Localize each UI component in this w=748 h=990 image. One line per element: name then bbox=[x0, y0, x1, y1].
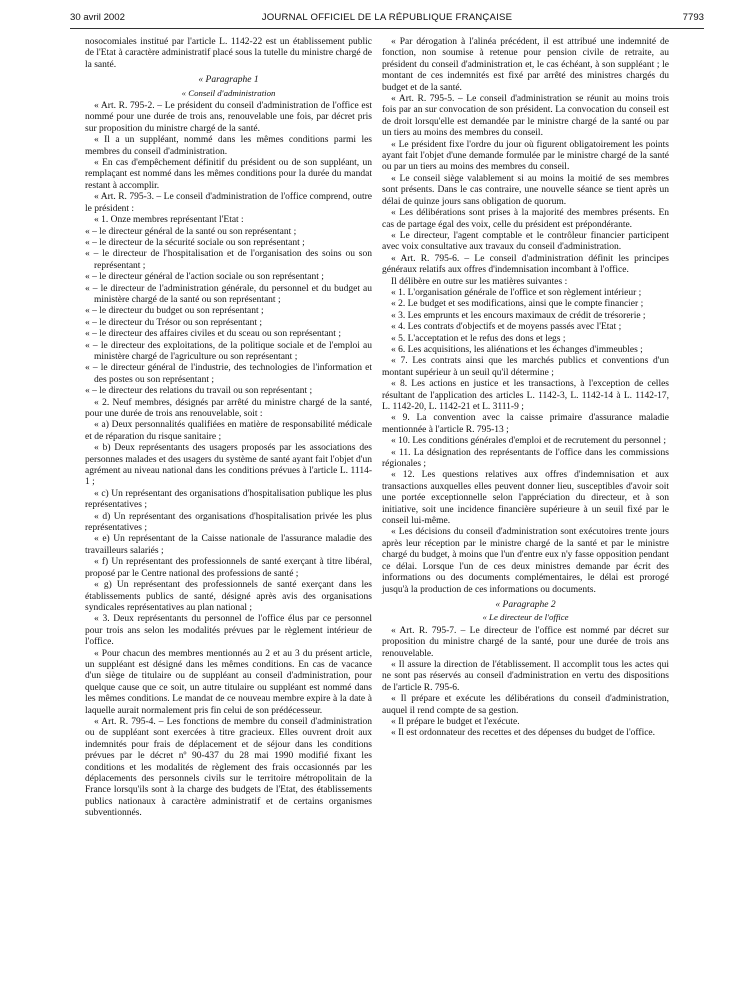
paragraph: « 6. Les acquisitions, les aliénations et les échanges d'immeubles ; bbox=[391, 344, 643, 355]
list-item: « – le directeur des exploitations, de la politique sociale et de l'emploi au ministère chargé de l'agriculture ou son représentant ; bbox=[85, 340, 372, 362]
paragraph: « 3. Deux représentants du personnel de l'office élus par ce personnel pour trois ans selon les modalités prévues par le règlement intérieur de l'office. bbox=[85, 614, 372, 648]
paragraph: « Art. R. 795-7. – Le directeur de l'office est nommé par décret sur proposition du ministre chargé de la santé, pour une durée de trois ans renouvelable. bbox=[382, 625, 669, 659]
paragraph: « 12. Les questions relatives aux offres d'indemnisation et aux transactions auxquelles elles peuvent donner lieu, susceptibles d'avoir soit une portée exceptionnelle selon l'appréciation du directeur, et à son initiative, soit une incidence financière supérieure à un seuil fixé par le conseil lui-même. bbox=[382, 470, 669, 527]
paragraph: « 5. L'acceptation et le refus des dons et legs ; bbox=[391, 333, 566, 344]
paragraph: « 11. La désignation des représentants de l'office dans les commissions régionales ; bbox=[382, 447, 669, 470]
paragraph: « 2. Neuf membres, désignés par arrêté du ministre chargé de la santé, pour une durée de trois ans renouvelable, soit : bbox=[85, 397, 372, 419]
paragraph: « 1. Onze membres représentant l'Etat : bbox=[94, 215, 244, 226]
paragraph: « f) Un représentant des professionnels de santé exerçant à titre libéral, proposé par le Centre national des professions de santé ; bbox=[85, 557, 372, 579]
paragraph: « b) Deux représentants des usagers proposés par les associations des personnes malades et des usagers du système de santé ayant fait l'objet d'un agrément au niveau national dans les conditions prévues à l'article L. 1114-1 ; bbox=[85, 443, 372, 488]
header-rule bbox=[70, 28, 704, 29]
paragraph: « Il a un suppléant, nommé dans les mêmes conditions parmi les membres du conseil d'administration. bbox=[85, 135, 372, 157]
paragraph: « Art. R. 795-5. – Le conseil d'administration se réunit au moins trois fois par an sur convocation de son président. La convocation du conseil est de droit lorsqu'elle est demandée par le ministre chargé de la santé ou par un tiers au moins des membres du conseil. bbox=[382, 94, 669, 139]
paragraph: « Il prépare le budget et l'exécute. bbox=[391, 716, 520, 727]
paragraph: « Les décisions du conseil d'administration sont exécutoires trente jours après leur réception par le ministre chargé de la santé et par le ministre chargé du budget, à moins que l'un d'entre eux n'y fasse opposition pendant ce délai. Lorsque l'un de ces deux ministres demande par écrit des informations ou des documents complémentaires, le délai est prorogé jusqu'à la production de ces informations ou documents. bbox=[382, 527, 669, 595]
paragraph: « Il assure la direction de l'établissement. Il accomplit tous les actes qui ne sont pas réservés au conseil d'administration en vertu des dispositions de l'article R. 795-6. bbox=[382, 659, 669, 693]
list-item: « – le directeur de l'administration générale, du personnel et du budget au ministère chargé de la santé ou son représentant ; bbox=[85, 283, 372, 305]
list-item: « – le directeur général de l'industrie, des technologies de l'information et des postes ou son représentant ; bbox=[85, 363, 372, 385]
paragraph: « Art. R. 795-2. – Le président du conseil d'administration de l'office est nommé pour une durée de trois ans, renouvelable une fois, par décret pris sur proposition du ministre chargé de la santé. bbox=[85, 101, 372, 134]
paragraph: « Le conseil siège valablement si au moins la moitié de ses membres sont présents. Dans le cas contraire, une nouvelle séance se tient après un délai de quinze jours sans obligation de quorum. bbox=[382, 173, 669, 207]
paragraph: « 2. Le budget et ses modifications, ainsi que le compte financier ; bbox=[391, 299, 644, 310]
paragraph: Il délibère en outre sur les matières suivantes : bbox=[391, 276, 568, 287]
list-item: « – le directeur général de l'action sociale ou son représentant ; bbox=[85, 272, 324, 283]
paragraph: « Pour chacun des membres mentionnés au 2 et au 3 du présent article, un suppléant est désigné dans les mêmes conditions. En cas de vacance d'un siège de titulaire ou de suppléant au conseil d'administration, pour quelque cause que ce soit, un autre titulaire ou suppléant est nommé dans les mêmes conditions. Le mandat de ce nouveau membre expire à la date à laquelle aurait normalement pris fin celui de son prédécesseur. bbox=[85, 648, 372, 716]
paragraph: « g) Un représentant des professionnels de santé exerçant dans les établissements publics de santé, désigné après avis des organisations syndicales représentatives au plan national ; bbox=[85, 580, 372, 613]
right-column bbox=[382, 37, 669, 740]
list-item: « – le directeur de la sécurité sociale ou son représentant ; bbox=[85, 237, 305, 248]
paragraph: « Il prépare et exécute les délibérations du conseil d'administration, auquel il rend compte de sa gestion. bbox=[382, 694, 669, 716]
list-item: « – le directeur des affaires civiles et du sceau ou son représentant ; bbox=[85, 329, 341, 340]
issue-date: 30 avril 2002 bbox=[70, 12, 125, 23]
journal-title: JOURNAL OFFICIEL DE LA RÉPUBLIQUE FRANÇAISE bbox=[261, 12, 513, 23]
page-header bbox=[70, 12, 704, 26]
paragraph: « 3. Les emprunts et les encours maximaux de crédit de trésorerie ; bbox=[391, 310, 646, 321]
section-heading: « Le directeur de l'office bbox=[482, 612, 569, 623]
paragraph: « e) Un représentant de la Caisse nationale de l'assurance maladie des travailleurs salariés ; bbox=[85, 534, 372, 556]
list-item: « – le directeur des relations du travail ou son représentant ; bbox=[85, 386, 313, 397]
section-heading: « Paragraphe 1 bbox=[198, 75, 259, 86]
paragraph: nosocomiales institué par l'article L. 1142-22 est un établissement public de l'Etat à caractère administratif placé sous la tutelle du ministre chargé de la santé. bbox=[85, 37, 372, 70]
paragraph: « Par dérogation à l'alinéa précédent, il est attribué une indemnité de fonction, non soumise à retenue pour pension civile de retraite, au président du conseil d'administration et, le cas échéant, à son suppléant ; le montant de ces indemnités est fixé par arrêté des ministres chargés du budget et de la santé. bbox=[382, 37, 669, 93]
paragraph: « Art. R. 795-3. – Le conseil d'administration de l'office comprend, outre le président : bbox=[85, 192, 372, 214]
paragraph: « Le directeur, l'agent comptable et le contrôleur financier participent avec voix consultative aux travaux du conseil d'administration. bbox=[382, 230, 669, 253]
left-column bbox=[85, 37, 372, 820]
section-heading: « Conseil d'administration bbox=[181, 87, 276, 98]
paragraph: « 8. Les actions en justice et les transactions, à l'exception de celles résultant de l'application des articles L. 1142-3, L. 1142-14 à L. 1142-17, L. 1142-20, L. 1142-21 et L. 3111-9 ; bbox=[382, 379, 669, 412]
paragraph: « 7. Les contrats ainsi que les marchés publics et conventions d'un montant supérieur à un seuil qu'il détermine ; bbox=[382, 356, 669, 378]
list-item: « – le directeur du budget ou son représentant ; bbox=[85, 306, 264, 317]
paragraph: « Le président fixe l'ordre du jour où figurent obligatoirement les points ayant fait l'objet d'une demande formulée par le ministre chargé de la santé ou par un tiers au moins des membres du conseil. bbox=[382, 139, 669, 173]
paragraph: « Il est ordonnateur des recettes et des dépenses du budget de l'office. bbox=[391, 728, 656, 739]
paragraph: « d) Un représentant des organisations d'hospitalisation privée les plus représentatives ; bbox=[85, 511, 372, 534]
section-heading: « Paragraphe 2 bbox=[495, 599, 556, 610]
list-item: « – le directeur de l'hospitalisation et de l'organisation des soins ou son représentant ; bbox=[85, 249, 372, 271]
paragraph: « 9. La convention avec la caisse primaire d'assurance maladie mentionnée à l'article R. 795-13 ; bbox=[382, 413, 669, 435]
paragraph: « 10. Les conditions générales d'emploi et de recrutement du personnel ; bbox=[391, 436, 667, 447]
paragraph: « Art. R. 795-6. – Le conseil d'administration définit les principes généraux relatifs aux offres d'indemnisation incombant à l'office. bbox=[382, 253, 669, 276]
paragraph: « c) Un représentant des organisations d'hospitalisation publique les plus représentatives ; bbox=[85, 488, 372, 511]
paragraph: « 1. L'organisation générale de l'office et son règlement intérieur ; bbox=[391, 287, 642, 298]
list-item: « – le directeur du Trésor ou son représentant ; bbox=[85, 317, 263, 328]
paragraph: « a) Deux personnalités qualifiées en matière de responsabilité médicale et de réparation du risque sanitaire ; bbox=[85, 420, 372, 442]
page-number: 7793 bbox=[682, 12, 704, 23]
paragraph: « En cas d'empêchement définitif du président ou de son suppléant, un remplaçant est nommé dans les mêmes conditions pour la durée du mandat restant à accomplir. bbox=[85, 158, 372, 191]
paragraph: « Les délibérations sont prises à la majorité des membres présents. En cas de partage égal des voix, celle du président est prépondérante. bbox=[382, 208, 669, 230]
paragraph: « Art. R. 795-4. – Les fonctions de membre du conseil d'administration ou de suppléant sont exercées à titre gracieux. Elles ouvrent droit aux indemnités pour frais de déplacement et de séjour dans les conditions prévues par le décret nº 90-437 du 28 mai 1990 modifié fixant les conditions et les modalités de règlement des frais occasionnés par les déplacements des personnels civils sur le territoire métropolitain de la France lorsqu'ils sont à la charge des budgets de l'Etat, des établissements publics nationaux à caractère administratif et de certains organismes subventionnés. bbox=[85, 716, 372, 819]
list-item: « – le directeur général de la santé ou son représentant ; bbox=[85, 226, 297, 237]
paragraph: « 4. Les contrats d'objectifs et de moyens passés avec l'Etat ; bbox=[391, 322, 622, 333]
